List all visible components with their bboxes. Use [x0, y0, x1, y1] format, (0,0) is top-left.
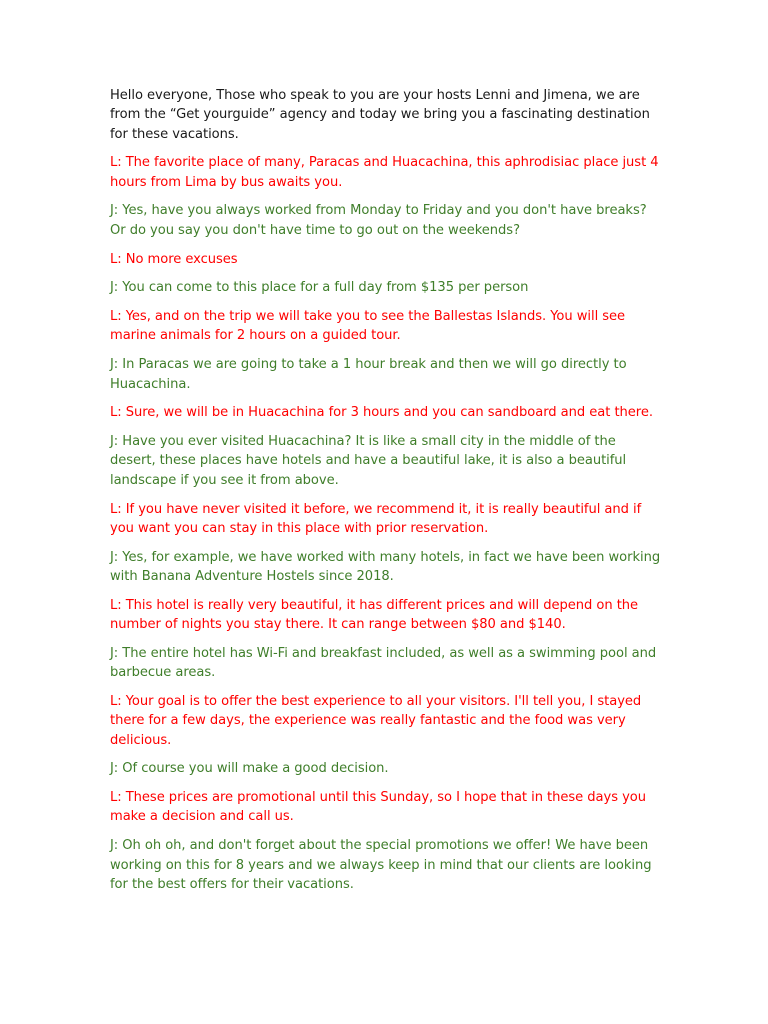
dialogue-line-jimena: J: Oh oh oh, and don't forget about the special promotions we offer! We have been working on this for 8 years and we always keep in mind that our clients are looking for the best offers for their vacations.: [110, 838, 652, 892]
dialogue-line-lenni: L: Your goal is to offer the best experience to all your visitors. I'll tell you, I stayed there for a few days, the experience was really fantastic and the food was very delicious.: [110, 693, 642, 748]
dialogue-line-jimena: J: You can come to this place for a full day from $135 per person: [110, 280, 529, 296]
dialogue-line-lenni: L: Sure, we will be in Huacachina for 3 hours and you can sandboard and eat there.: [110, 405, 653, 421]
dialogue-line-lenni: L: If you have never visited it before, we recommend it, it is really beautiful and if you want you can stay in this place with prior reservation.: [110, 501, 642, 536]
dialogue-line-jimena: J: In Paracas we are going to take a 1 hour break and then we will go directly to Huacachina.: [110, 357, 627, 392]
dialogue-line-lenni: L: Yes, and on the trip we will take you to see the Ballestas Islands. You will see marine animals for 2 hours on a guided tour.: [110, 309, 626, 344]
dialogue-line-jimena: J: Of course you will make a good decision.: [110, 761, 389, 777]
dialogue-line-jimena: J: The entire hotel has Wi-Fi and breakfast included, as well as a swimming pool and barbecue areas.: [110, 645, 657, 681]
dialogue-line-lenni: L: This hotel is really very beautiful, it has different prices and will depend on the number of nights you stay there. It can range between $80 and $140.: [110, 597, 639, 633]
dialogue-line-jimena: J: Yes, have you always worked from Monday to Friday and you don't have breaks? Or do you say you don't have time to go out on the weekends?: [110, 203, 647, 238]
document-page: [110, 86, 662, 904]
dialogue-line-lenni: L: No more excuses: [110, 251, 238, 267]
dialogue-line-lenni: L: These prices are promotional until this Sunday, so I hope that in these days you make a decision and call us.: [110, 790, 647, 825]
dialogue-line-jimena: J: Yes, for example, we have worked with many hotels, in fact we have been working with Banana Adventure Hostels since 2018.: [110, 549, 661, 584]
intro-paragraph: Hello everyone, Those who speak to you are your hosts Lenni and Jimena, we are from the “Get yourguide” agency and today we bring you a fascinating destination for these vacations.: [110, 88, 650, 142]
dialogue-line-jimena: J: Have you ever visited Huacachina? It is like a small city in the middle of the desert, these places have hotels and have a beautiful lake, it is also a beautiful landscape if you see it from above.: [110, 434, 627, 488]
dialogue-line-lenni: L: The favorite place of many, Paracas and Huacachina, this aphrodisiac place just 4 hours from Lima by bus awaits you.: [110, 155, 659, 190]
